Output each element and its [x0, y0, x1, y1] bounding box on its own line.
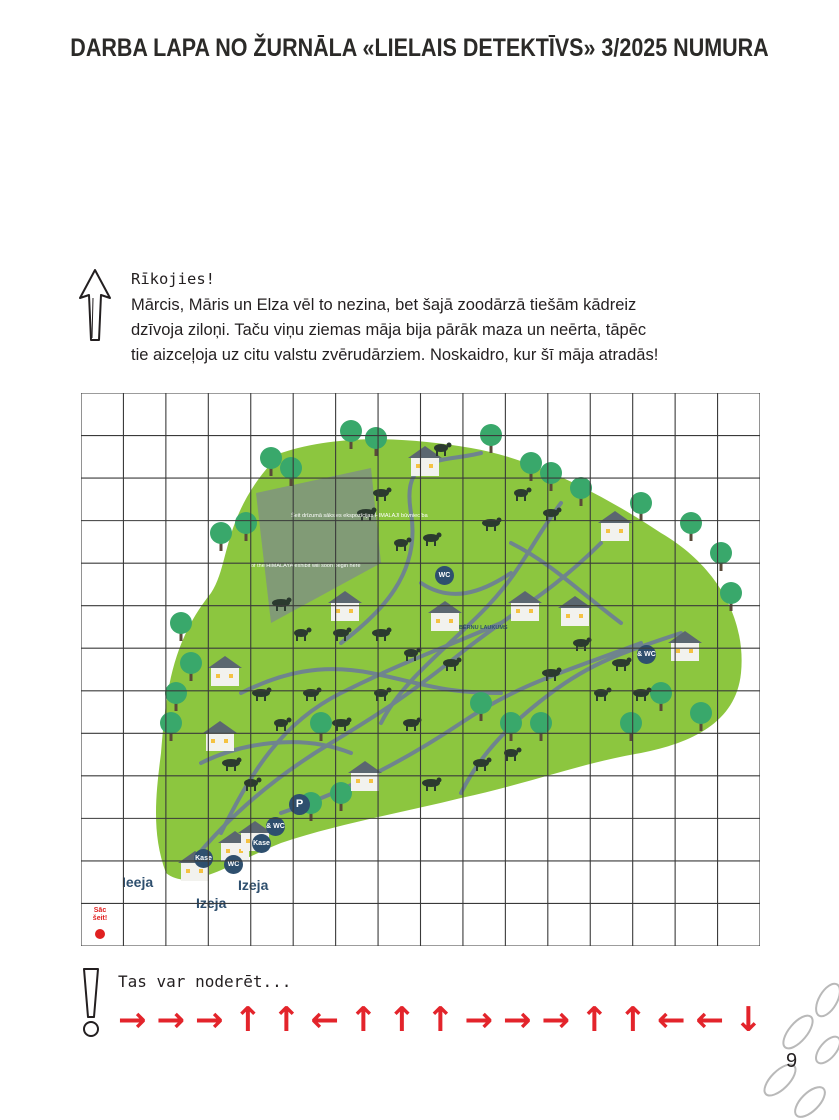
footprints-icon: [760, 980, 839, 1120]
hint-arrow: ←: [695, 1000, 724, 1040]
zoo-map-illustration: [81, 393, 760, 946]
wc-badge: WC: [435, 566, 454, 585]
hint-arrow: ↑: [426, 1000, 455, 1040]
entrance-label: Ieeja: [122, 874, 154, 890]
playground-sign: BĒRNU LAUKUMS: [459, 625, 508, 631]
hint-arrow: ↑: [233, 1000, 262, 1040]
exclamation-mark-icon: [80, 967, 102, 1039]
start-label: Sāc šeit!: [92, 907, 108, 922]
exit-label-2: Izeja: [238, 877, 269, 893]
outline-up-arrow-icon: [78, 268, 112, 342]
hint-arrow: →: [464, 1000, 493, 1040]
start-dot: [95, 929, 105, 939]
task-text-line-2: dzīvoja ziloņi. Taču viņu ziemas māja bija pārāk maza un neērta, tāpēc: [131, 321, 647, 339]
hint-arrow: →: [503, 1000, 532, 1040]
kase-badge-2: Kase: [194, 849, 213, 868]
himalaya-sign-en: of the HIMALAYA exhibit will soon begin here: [251, 563, 361, 569]
hint-arrow: ↑: [580, 1000, 609, 1040]
page-title: DARBA LAPA NO ŽURNĀLA «LIELAIS DETEKTĪVS» 3/2025 NUMURA: [70, 34, 769, 62]
tree-icon: [680, 512, 702, 541]
task-text-line-1: Mārcis, Māris un Elza vēl to nezina, bet šajā zoodārzā tiešām kādreiz: [131, 296, 637, 314]
zoo-map: [81, 393, 760, 946]
hint-heading: Tas var noderēt...: [118, 972, 292, 991]
hint-arrow: ↓: [734, 1000, 763, 1040]
hint-arrow: ↑: [349, 1000, 378, 1040]
exit-label-1: Izeja: [196, 895, 227, 911]
hint-arrow: →: [118, 1000, 147, 1040]
hint-arrow: ←: [657, 1000, 686, 1040]
wc-badge-entrance: WC: [224, 855, 243, 874]
hint-arrow-sequence: [118, 1000, 768, 1040]
task-heading: Rīkojies!: [131, 270, 215, 288]
hint-arrow: ←: [310, 1000, 339, 1040]
hint-arrow: →: [156, 1000, 185, 1040]
hint-arrow: ↑: [618, 1000, 647, 1040]
hint-arrow: ↑: [387, 1000, 416, 1040]
task-text-line-3: tie aizceļoja uz citu valstu zvērudārziem. Noskaidro, kur šī māja atradās!: [131, 346, 659, 364]
himalaya-sign-lv: Šeit drīzumā sāksies ekspozīcijas HIMALAJI būvniecība: [291, 513, 428, 519]
wc-accessible-badge-south: & WC: [266, 817, 285, 836]
page-number: 9: [786, 1050, 798, 1072]
tree-icon: [480, 424, 502, 453]
kase-badge-1: Kase: [252, 834, 271, 853]
parking-badge: P: [289, 794, 310, 815]
hint-arrow: ↑: [272, 1000, 301, 1040]
tree-icon: [710, 542, 732, 571]
hint-arrow: →: [541, 1000, 570, 1040]
hint-arrow: →: [195, 1000, 224, 1040]
wc-accessible-badge-east: & WC: [637, 645, 656, 664]
